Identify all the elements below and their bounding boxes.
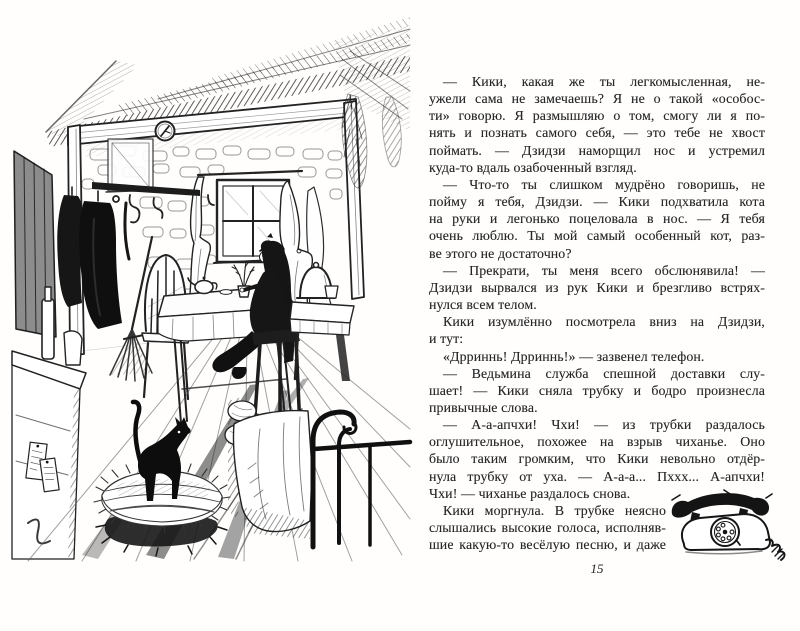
left-page: [8, 4, 420, 564]
text-line: Чхи! — чиханье раздалось снова.: [429, 486, 631, 502]
text-line: слышались высокие голоса, исполняв-: [429, 521, 666, 537]
text-line: — Что-то ты слишком мудрёно говоришь, не: [443, 177, 765, 193]
text-line: нула трубку от уха. — А-а-а... Пххх... А-апчхи!: [429, 469, 765, 485]
text-line: — Кики, какая же ты легкомысленная, не-: [443, 75, 765, 90]
text-line: «Дрриннь! Дрриннь!» — зазвенел телефон.: [443, 349, 705, 365]
text-line: очень люблю. Ты мой самый особенный кот, раз-: [429, 229, 765, 245]
text-line: ве этого не достаточно?: [429, 246, 572, 262]
text-line: Кики моргнула. В трубке неясно: [443, 503, 666, 519]
text-line: было таким громким, что Кики невольно отдёр-: [429, 452, 765, 468]
text-line: привычные слова.: [429, 400, 538, 416]
text-line: на руки и легонько поцеловала в нос. — Я тебя: [429, 212, 765, 228]
text-line: шие какую-то весёлую песню, и даже: [429, 538, 666, 554]
wall-clock: [156, 122, 175, 141]
text-line: куда-то вдаль озабоченный взгляд.: [429, 160, 637, 176]
right-page: [429, 74, 765, 614]
iron-bed: [225, 397, 410, 547]
text-line: — Прекрати, ты меня всего обслюнявила! —: [443, 263, 765, 279]
text-line: ти» говорю. Я размышляю о том, смогу ли я по-: [429, 109, 765, 125]
text-line: — А-а-апчхи! Чхи! — из трубки раздалось: [443, 418, 765, 434]
text-line: шает! — Кики сняла трубку и бодро произнесла: [429, 383, 765, 399]
text-line: Кики изумлённо посмотрела вниз на Дзидзи,: [443, 315, 765, 331]
kitchen-illustration: [8, 4, 420, 564]
page-number: 15: [590, 561, 604, 576]
text-line: пойму я тебя, Дзидзи. — Кики подхватила кота: [429, 195, 765, 211]
text-line: Дзидзи вырвался из рук Кики и брезгливо встрях-: [429, 280, 765, 296]
hanging-coats: [57, 187, 129, 329]
text-line: — Ведьмина служба спешной доставки слу-: [443, 366, 765, 382]
text-line: оглушительное, похожее на взрыв чиханье. Оно: [429, 435, 765, 451]
text-line: ужели сама не замечаешь? Я не о такой «особос-: [429, 92, 765, 108]
jar: [64, 331, 82, 365]
rotary-telephone-icon: [662, 486, 786, 562]
text-line: поймать. — Дзидзи наморщил нос и устремил: [429, 143, 765, 159]
text-line: нулся всем телом.: [429, 298, 537, 314]
teacup: [220, 290, 232, 295]
text-line: нять и познать самого себя, — это тебе не хвост: [429, 126, 765, 142]
text-line: и тут:: [429, 332, 464, 348]
bottle: [42, 299, 54, 359]
